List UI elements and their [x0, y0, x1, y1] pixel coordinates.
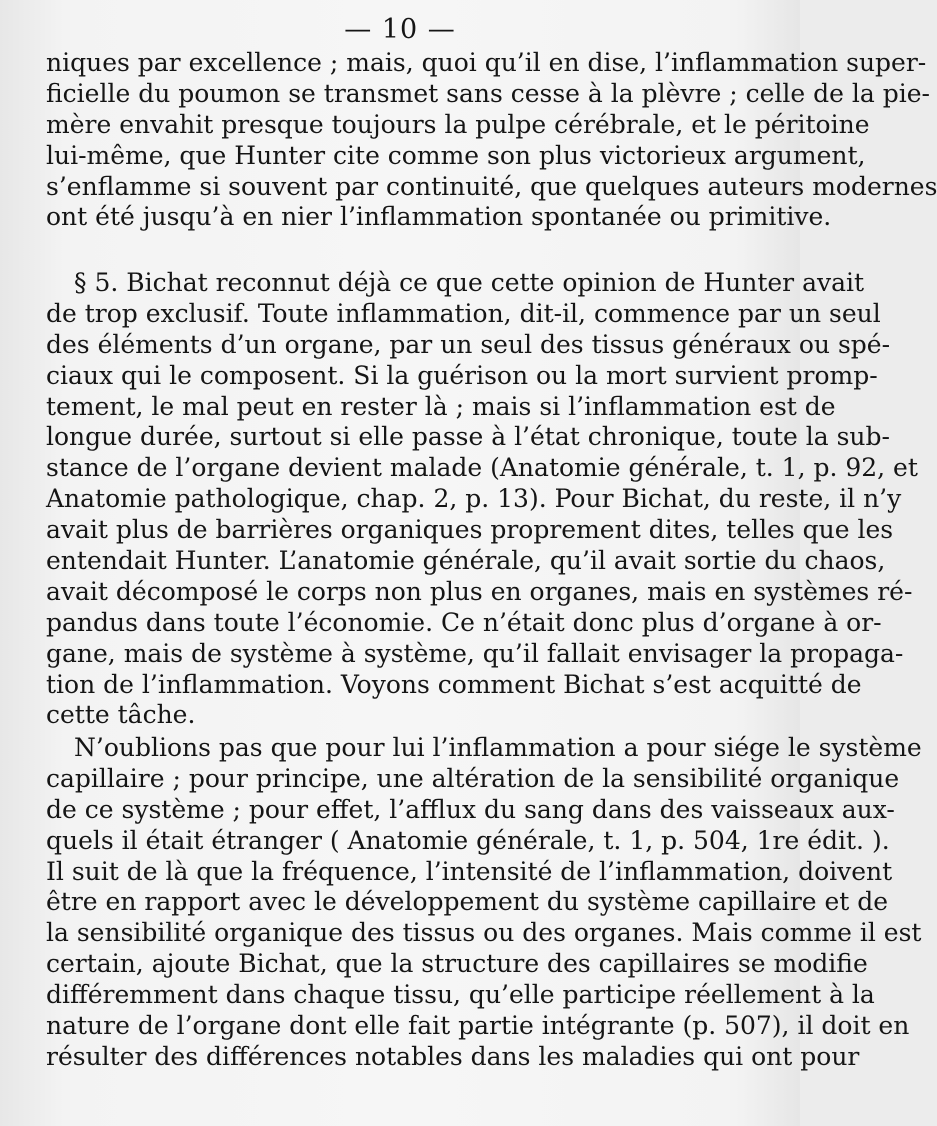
- text-line: être en rapport avec le développement du système capillaire et de: [46, 887, 889, 917]
- text-line: certain, ajoute Bichat, que la structure des capillaires se modifie: [46, 949, 868, 979]
- paragraph-3: [46, 733, 922, 1073]
- text-line: ficielle du poumon se transmet sans cesse à la plèvre ; celle de la pie-: [46, 78, 930, 108]
- text-line: résulter des différences notables dans les maladies qui ont pour: [46, 1041, 860, 1071]
- text-line: avait plus de barrières organiques proprement dites, telles que les: [46, 515, 894, 545]
- text-line: lui-même, que Hunter cite comme son plus victorieux argument,: [46, 140, 866, 170]
- page-number: — 10 —: [344, 14, 456, 45]
- text-line: la sensibilité organique des tissus ou des organes. Mais comme il est: [46, 918, 922, 948]
- text-line: § 5. Bichat reconnut déjà ce que cette opinion de Hunter avait: [74, 268, 865, 297]
- text-line: niques par excellence ; mais, quoi qu’il en dise, l’inflammation super-: [46, 48, 927, 77]
- text-line: tement, le mal peut en rester là ; mais si l’inflammation est de: [46, 391, 836, 421]
- text-line: de trop exclusif. Toute inflammation, dit-il, commence par un seul: [46, 298, 881, 328]
- text-line: des éléments d’un organe, par un seul des tissus généraux ou spé-: [46, 329, 891, 359]
- text-line: pandus dans toute l’économie. Ce n’était donc plus d’organe à or-: [46, 607, 882, 637]
- paragraph-1: [46, 48, 937, 233]
- paragraph-2: [46, 268, 918, 731]
- text-line: quels il était étranger ( Anatomie générale, t. 1, p. 504, 1re édit. ).: [46, 825, 890, 855]
- text-line: s’enflamme si souvent par continuité, que quelques auteurs modernes: [46, 171, 937, 201]
- text-line: nature de l’organe dont elle fait partie intégrante (p. 507), il doit en: [46, 1011, 910, 1041]
- text-line: cette tâche.: [46, 700, 196, 730]
- text-line: Il suit de là que la fréquence, l’intensité de l’inflammation, doivent: [46, 856, 893, 886]
- text-line: ont été jusqu’à en nier l’inflammation spontanée ou primitive.: [46, 202, 832, 232]
- text-line: tion de l’inflammation. Voyons comment Bichat s’est acquitté de: [46, 669, 862, 699]
- text-line: gane, mais de système à système, qu’il fallait envisager la propaga-: [46, 638, 904, 668]
- text-line: différemment dans chaque tissu, qu’elle participe réellement à la: [46, 980, 875, 1010]
- text-line: N’oublions pas que pour lui l’inflammation a pour siége le système: [74, 733, 922, 762]
- text-line: mère envahit presque toujours la pulpe cérébrale, et le péritoine: [46, 109, 870, 139]
- text-line: entendait Hunter. L’anatomie générale, qu’il avait sortie du chaos,: [46, 546, 886, 576]
- text-line: longue durée, surtout si elle passe à l’état chronique, toute la sub-: [46, 422, 890, 452]
- text-line: ciaux qui le composent. Si la guérison ou la mort survient promp-: [46, 360, 878, 390]
- text-line: de ce système ; pour effet, l’afflux du sang dans des vaisseaux aux-: [46, 794, 895, 824]
- text-line: capillaire ; pour principe, une altération de la sensibilité organique: [46, 763, 900, 793]
- text-line: avait décomposé le corps non plus en organes, mais en systèmes ré-: [46, 576, 913, 606]
- text-line: stance de l’organe devient malade (Anatomie générale, t. 1, p. 92, et: [46, 453, 918, 483]
- text-line: Anatomie pathologique, chap. 2, p. 13). Pour Bichat, du reste, il n’y: [46, 484, 902, 514]
